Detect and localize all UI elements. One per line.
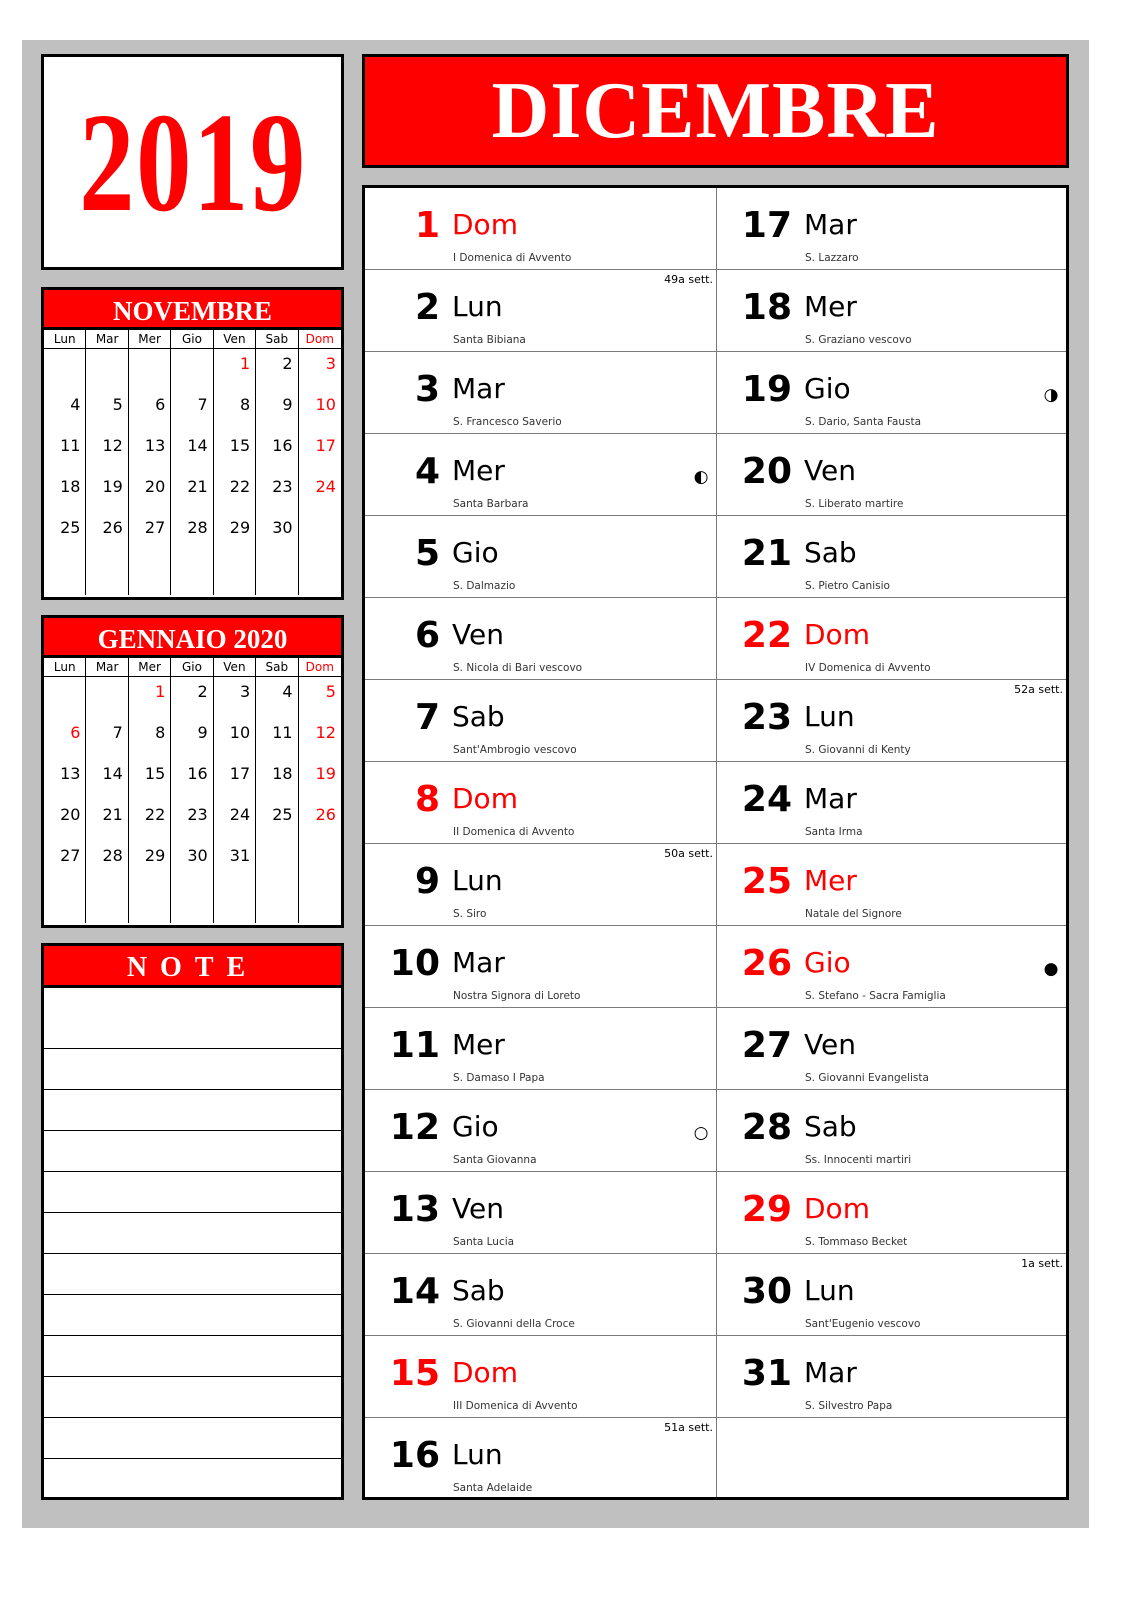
mini-calendar-title: GENNAIO 2020 (44, 618, 341, 658)
mini-weekday-header: Mer (129, 330, 171, 349)
day-weekday: Ven (804, 1028, 856, 1061)
last-quarter-icon: ◑ (1043, 385, 1059, 405)
day-row (365, 680, 716, 762)
day-row (717, 1254, 1066, 1336)
mini-day-cell: 8 (214, 390, 256, 431)
mini-day-cell: 13 (44, 759, 86, 800)
mini-day-cell: 23 (256, 472, 298, 513)
day-weekday: Sab (804, 1110, 857, 1143)
mini-calendar-title: NOVEMBRE (44, 290, 341, 330)
saint-name: S. Giovanni della Croce (453, 1318, 575, 1330)
day-number: 22 (741, 615, 792, 656)
day-weekday: Sab (452, 700, 505, 733)
mini-day-cell: 8 (129, 718, 171, 759)
saint-name: S. Pietro Canisio (805, 580, 890, 592)
month-title-box (362, 54, 1069, 168)
mini-day-cell (86, 677, 128, 718)
day-weekday: Dom (804, 618, 870, 651)
mini-day-cell: 19 (86, 472, 128, 513)
mini-day-cell: 24 (315, 477, 336, 496)
day-weekday: Gio (452, 536, 499, 569)
mini-day-cell: 16 (171, 759, 213, 800)
mini-day-cell: 10 (214, 718, 256, 759)
day-number: 4 (414, 451, 440, 492)
full-moon-icon: ○ (693, 1123, 709, 1143)
day-row (365, 926, 716, 1008)
mini-day-cell: 14 (171, 431, 213, 472)
mini-weekday-header: Dom (299, 658, 341, 677)
saint-name: Santa Adelaide (453, 1482, 533, 1494)
day-weekday: Dom (452, 782, 518, 815)
mini-day-cell: 16 (256, 431, 298, 472)
mini-weekday-header: Dom (299, 330, 341, 349)
day-number: 25 (741, 861, 792, 902)
mini-day-cell: 29 (129, 841, 171, 882)
mini-day-cell: 22 (129, 800, 171, 841)
saint-name: S. Francesco Saverio (453, 416, 562, 428)
saint-name: S. Damaso I Papa (453, 1072, 545, 1084)
mini-day-cell: 25 (256, 800, 298, 841)
mini-day-cell: 17 (214, 759, 256, 800)
day-weekday: Mer (804, 290, 857, 323)
mini-day-cell: 24 (214, 800, 256, 841)
mini-day-cell: 2 (256, 349, 298, 390)
day-weekday: Ven (452, 618, 504, 651)
day-weekday: Mer (804, 864, 857, 897)
day-row (365, 516, 716, 598)
day-weekday: Mer (452, 1028, 505, 1061)
day-row (717, 352, 1066, 434)
week-number-label: 49a sett. (664, 273, 713, 286)
mini-day-cell (256, 882, 298, 923)
mini-day-cell: 25 (44, 513, 86, 554)
mini-day-cell (44, 554, 86, 595)
year-box (41, 54, 344, 270)
mini-day-cell (44, 882, 86, 923)
day-weekday: Mar (804, 782, 857, 815)
day-number: 27 (741, 1025, 792, 1066)
saint-name: Santa Barbara (453, 498, 529, 510)
saint-name: Santa Bibiana (453, 334, 526, 346)
day-number: 18 (741, 287, 792, 328)
mini-day-cell: 13 (129, 431, 171, 472)
year-label: 2019 (78, 83, 307, 241)
day-weekday: Dom (804, 1192, 870, 1225)
saint-name: S. Tommaso Becket (805, 1236, 908, 1248)
mini-day-cell (129, 554, 171, 595)
note-line (44, 1048, 341, 1049)
day-number: 31 (741, 1353, 792, 1394)
day-row (717, 434, 1066, 516)
mini-day-cell: 23 (171, 800, 213, 841)
day-number: 12 (389, 1107, 440, 1148)
mini-weekday-header: Lun (44, 330, 86, 349)
day-number: 3 (414, 369, 440, 410)
mini-day-cell: 22 (214, 472, 256, 513)
day-weekday: Mer (452, 454, 505, 487)
day-row (365, 434, 716, 516)
day-row (717, 926, 1066, 1008)
mini-day-cell: 10 (315, 395, 336, 414)
day-row (717, 188, 1066, 270)
day-weekday: Gio (804, 372, 851, 405)
day-number: 5 (414, 533, 440, 574)
mini-day-cell (214, 882, 256, 923)
mini-weekday-header: Gio (171, 330, 213, 349)
saint-name: Santa Lucia (453, 1236, 515, 1248)
mini-day-cell: 7 (171, 390, 213, 431)
day-row (365, 1254, 716, 1336)
saint-name: Sant'Eugenio vescovo (805, 1318, 921, 1330)
day-row (365, 270, 716, 352)
saint-name: III Domenica di Avvento (453, 1400, 578, 1412)
mini-day-cell: 30 (256, 513, 298, 554)
mini-day-cell: 20 (44, 800, 86, 841)
first-quarter-icon: ◐ (693, 467, 709, 487)
day-row (365, 1090, 716, 1172)
mini-day-cell: 28 (171, 513, 213, 554)
mini-day-cell: 3 (325, 354, 336, 373)
saint-name: Ss. Innocenti martiri (805, 1154, 912, 1166)
day-number: 13 (389, 1189, 440, 1230)
mini-day-cell (86, 882, 128, 923)
saint-name: S. Stefano - Sacra Famiglia (805, 990, 946, 1002)
mini-weekday-header: Lun (44, 658, 86, 677)
day-number: 20 (741, 451, 792, 492)
day-row (717, 598, 1066, 680)
saint-name: S. Siro (453, 908, 487, 920)
day-row (717, 270, 1066, 352)
day-weekday: Mar (452, 372, 505, 405)
day-row (365, 1418, 716, 1500)
day-weekday: Ven (452, 1192, 504, 1225)
day-number: 2 (414, 287, 440, 328)
day-row (365, 762, 716, 844)
mini-day-cell: 18 (256, 759, 298, 800)
day-row (365, 1336, 716, 1418)
day-weekday: Mar (804, 1356, 857, 1389)
day-row (717, 680, 1066, 762)
day-number: 21 (741, 533, 792, 574)
day-number: 26 (741, 943, 792, 984)
day-number: 23 (741, 697, 792, 738)
day-number: 6 (414, 615, 440, 656)
day-number: 1 (414, 205, 440, 246)
mini-day-cell (299, 841, 341, 882)
day-weekday: Sab (804, 536, 857, 569)
day-weekday: Lun (452, 1438, 503, 1471)
mini-day-cell: 21 (171, 472, 213, 513)
mini-day-cell (44, 349, 86, 390)
day-number: 30 (741, 1271, 792, 1312)
note-line (44, 1212, 341, 1213)
saint-name: S. Liberato martire (805, 498, 904, 510)
day-number: 8 (414, 779, 440, 820)
mini-calendar-grid (44, 658, 341, 925)
day-row (717, 1336, 1066, 1418)
mini-day-cell: 30 (171, 841, 213, 882)
day-weekday: Dom (452, 1356, 518, 1389)
december-day-list (362, 185, 1069, 1500)
mini-day-cell: 15 (129, 759, 171, 800)
note-line (44, 1417, 341, 1418)
mini-weekday-header: Ven (214, 330, 256, 349)
day-row (717, 1008, 1066, 1090)
day-weekday: Sab (452, 1274, 505, 1307)
note-line (44, 1335, 341, 1336)
day-row (365, 1172, 716, 1254)
mini-day-cell: 29 (214, 513, 256, 554)
mini-day-cell: 9 (256, 390, 298, 431)
mini-day-cell: 9 (171, 718, 213, 759)
note-line (44, 1130, 341, 1131)
mini-calendar-grid (44, 330, 341, 597)
mini-day-cell (171, 554, 213, 595)
day-row (717, 516, 1066, 598)
day-row (717, 1172, 1066, 1254)
mini-day-cell (129, 349, 171, 390)
note-line (44, 1294, 341, 1295)
mini-day-cell: 5 (325, 682, 336, 701)
saint-name: Santa Giovanna (453, 1154, 537, 1166)
day-weekday: Mar (452, 946, 505, 979)
saint-name: IV Domenica di Avvento (805, 662, 931, 674)
mini-calendar-january (41, 615, 344, 928)
new-moon-icon: ● (1043, 959, 1059, 979)
mini-weekday-header: Sab (256, 658, 298, 677)
day-number: 14 (389, 1271, 440, 1312)
day-number: 24 (741, 779, 792, 820)
saint-name: S. Nicola di Bari vescovo (453, 662, 583, 674)
mini-day-cell (171, 882, 213, 923)
day-row (717, 844, 1066, 926)
day-row (365, 1008, 716, 1090)
saint-name: Sant'Ambrogio vescovo (453, 744, 577, 756)
mini-day-cell: 1 (129, 677, 171, 718)
day-number: 9 (414, 861, 440, 902)
mini-day-cell: 3 (214, 677, 256, 718)
day-number: 19 (741, 369, 792, 410)
mini-day-cell: 12 (315, 723, 336, 742)
mini-day-cell: 27 (129, 513, 171, 554)
day-weekday: Lun (452, 864, 503, 897)
notes-box (41, 943, 344, 1500)
mini-day-cell (44, 677, 86, 718)
mini-day-cell: 5 (86, 390, 128, 431)
mini-day-cell: 19 (315, 764, 336, 783)
day-weekday: Lun (804, 700, 855, 733)
mini-weekday-header: Mer (129, 658, 171, 677)
saint-name: S. Graziano vescovo (805, 334, 912, 346)
day-row (365, 188, 716, 270)
saint-name: I Domenica di Avvento (453, 252, 572, 264)
saint-name: S. Dario, Santa Fausta (805, 416, 922, 428)
mini-calendar-november (41, 287, 344, 600)
day-weekday: Ven (804, 454, 856, 487)
mini-day-cell: 2 (171, 677, 213, 718)
mini-day-cell: 6 (129, 390, 171, 431)
mini-day-cell: 26 (315, 805, 336, 824)
day-number: 16 (389, 1435, 440, 1476)
mini-day-cell: 20 (129, 472, 171, 513)
mini-weekday-header: Mar (86, 330, 128, 349)
day-number: 10 (389, 943, 440, 984)
day-weekday: Gio (804, 946, 851, 979)
note-line (44, 1171, 341, 1172)
day-number: 15 (389, 1353, 440, 1394)
mini-day-cell: 31 (214, 841, 256, 882)
mini-day-cell: 28 (86, 841, 128, 882)
note-line (44, 1253, 341, 1254)
saint-name: Nostra Signora di Loreto (453, 990, 581, 1002)
saint-name: S. Lazzaro (805, 252, 859, 264)
mini-day-cell: 11 (44, 431, 86, 472)
saint-name: Santa Irma (805, 826, 863, 838)
mini-day-cell: 27 (44, 841, 86, 882)
day-row (365, 352, 716, 434)
day-weekday: Lun (452, 290, 503, 323)
day-weekday: Gio (452, 1110, 499, 1143)
mini-day-cell (299, 554, 341, 595)
mini-day-cell: 15 (214, 431, 256, 472)
day-number: 17 (741, 205, 792, 246)
mini-day-cell: 14 (86, 759, 128, 800)
day-row (365, 844, 716, 926)
mini-day-cell: 6 (44, 718, 86, 759)
mini-day-cell (256, 841, 298, 882)
saint-name: S. Giovanni Evangelista (805, 1072, 929, 1084)
mini-day-cell: 26 (86, 513, 128, 554)
mini-day-cell (214, 554, 256, 595)
note-line (44, 1499, 341, 1500)
mini-day-cell (171, 349, 213, 390)
mini-day-cell (86, 554, 128, 595)
mini-day-cell: 7 (86, 718, 128, 759)
saint-name: S. Silvestro Papa (805, 1400, 893, 1412)
mini-day-cell: 12 (86, 431, 128, 472)
notes-title: NOTE (44, 946, 341, 988)
day-number: 7 (414, 697, 440, 738)
mini-day-cell (129, 882, 171, 923)
day-row (717, 1090, 1066, 1172)
saint-name: S. Giovanni di Kenty (805, 744, 911, 756)
mini-weekday-header: Mar (86, 658, 128, 677)
day-row (717, 762, 1066, 844)
day-weekday: Mar (804, 208, 857, 241)
mini-weekday-header: Ven (214, 658, 256, 677)
saint-name: II Domenica di Avvento (453, 826, 575, 838)
saint-name: S. Dalmazio (453, 580, 516, 592)
mini-day-cell: 11 (256, 718, 298, 759)
mini-day-cell: 1 (214, 349, 256, 390)
week-number-label: 51a sett. (664, 1421, 713, 1434)
day-weekday: Dom (452, 208, 518, 241)
mini-day-cell: 4 (44, 390, 86, 431)
mini-day-cell (299, 513, 341, 554)
month-title: DICEMBRE (491, 67, 940, 155)
week-number-label: 50a sett. (664, 847, 713, 860)
mini-day-cell: 21 (86, 800, 128, 841)
saint-name: Natale del Signore (805, 908, 902, 920)
mini-weekday-header: Gio (171, 658, 213, 677)
week-number-label: 1a sett. (1021, 1257, 1063, 1270)
day-row (365, 598, 716, 680)
day-number: 29 (741, 1189, 792, 1230)
mini-day-cell (256, 554, 298, 595)
mini-weekday-header: Sab (256, 330, 298, 349)
mini-day-cell: 18 (44, 472, 86, 513)
day-number: 28 (741, 1107, 792, 1148)
mini-day-cell (86, 349, 128, 390)
mini-day-cell (299, 882, 341, 923)
mini-day-cell: 4 (256, 677, 298, 718)
week-number-label: 52a sett. (1014, 683, 1063, 696)
day-weekday: Lun (804, 1274, 855, 1307)
note-line (44, 1089, 341, 1090)
note-line (44, 1458, 341, 1459)
note-line (44, 1376, 341, 1377)
mini-day-cell: 17 (315, 436, 336, 455)
day-number: 11 (389, 1025, 440, 1066)
